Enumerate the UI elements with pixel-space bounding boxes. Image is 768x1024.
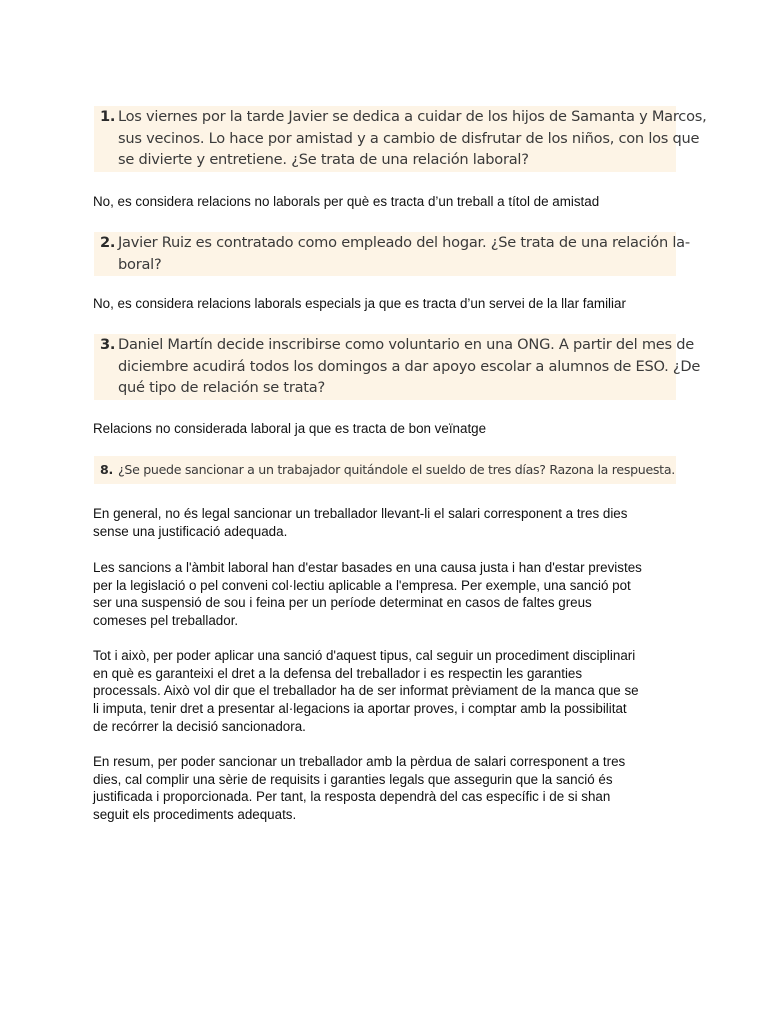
question-3-box xyxy=(94,334,701,400)
paragraph-line: processals. Això vol dir que el treballador ha de ser informat prèviament de la manca que se xyxy=(93,683,639,699)
paragraph-line: sense una justificació adequada. xyxy=(93,523,288,539)
answer-2: No, es considera relacions laborals especials ja que es tracta d’un servei de la llar familiar xyxy=(93,296,626,311)
paragraph-1 xyxy=(93,505,683,540)
paragraph-line: En resum, per poder sancionar un treballador amb la pèrdua de salari corresponent a tres xyxy=(93,754,626,769)
question-text-line: se divierte y entretiene. ¿Se trata de una relación laboral? xyxy=(118,151,529,168)
paragraph-line: dies, cal complir una sèrie de requisits i garanties legals que assegurin que la sanció és xyxy=(93,771,613,787)
question-text-line: Daniel Martín decide inscribirse como voluntario en una ONG. A partir del mes de xyxy=(118,336,695,353)
paragraph-3 xyxy=(93,647,683,736)
question-text-line: diciembre acudirá todos los domingos a dar apoyo escolar a alumnos de ESO. ¿De xyxy=(118,357,701,375)
question-2 xyxy=(100,232,690,275)
answer-1: No, es considera relacions no laborals per què es tracta d’un treball a títol de amistad xyxy=(93,194,600,209)
question-number: 1. xyxy=(100,108,116,125)
question-2-box xyxy=(94,232,690,276)
question-number: 3. xyxy=(100,336,116,353)
paragraph-line: En general, no és legal sancionar un treballador llevant-li el salari corresponent a tres dies xyxy=(93,506,628,521)
paragraph-line: seguit els procediments adequats. xyxy=(93,807,297,823)
question-text-line: Javier Ruiz es contratado como empleado del hogar. ¿Se trata de una relación la- xyxy=(118,234,690,251)
paragraph-line: ser una suspensió de sou i feina per un període determinat en casos de faltes greus xyxy=(93,595,592,611)
paragraph-line: per la legislació o pel conveni col·lectiu aplicable a l'empresa. Per exemple, una sanció pot xyxy=(93,577,631,593)
paragraph-line: comeses pel treballador. xyxy=(93,613,239,629)
paragraph-line: Les sancions a l'àmbit laboral han d'estar basades en una causa justa i han d'estar previstes xyxy=(93,560,642,575)
question-number: 2. xyxy=(100,234,116,251)
question-text-line: sus vecinos. Lo hace por amistad y a cambio de disfrutar de los niños, con los que xyxy=(118,129,700,147)
question-1-box xyxy=(94,106,707,172)
question-number: 8. xyxy=(100,462,113,477)
question-text-line: ¿Se puede sancionar a un trabajador quitándole el sueldo de tres días? Razona la respuesta. xyxy=(118,462,675,477)
question-1 xyxy=(100,106,707,171)
question-3 xyxy=(100,334,701,399)
paragraph-line: justificada i proporcionada. Per tant, la resposta dependrà del cas específic i de si shan xyxy=(93,789,611,805)
question-8-box xyxy=(94,456,676,484)
paragraph-2 xyxy=(93,559,683,630)
paragraph-line: de recórrer la decisió sancionadora. xyxy=(93,718,306,734)
question-8 xyxy=(100,459,675,481)
question-text-line: Los viernes por la tarde Javier se dedica a cuidar de los hijos de Samanta y Marcos, xyxy=(118,108,707,125)
answer-3: Relacions no considerada laboral ja que es tracta de bon veïnatge xyxy=(93,421,487,436)
question-text-line: boral? xyxy=(118,255,162,273)
paragraph-line: en què es garanteixi el dret a la defensa del treballador i es respectin les garanties xyxy=(93,665,583,681)
paragraph-4 xyxy=(93,753,683,824)
paragraph-line: Tot i això, per poder aplicar una sanció d'aquest tipus, cal seguir un procediment disciplinari xyxy=(93,648,636,663)
paragraph-line: li imputa, tenir dret a presentar al·legacions ia aportar proves, i comptar amb la possibilitat xyxy=(93,701,627,717)
question-text-line: qué tipo de relación se trata? xyxy=(118,379,325,396)
